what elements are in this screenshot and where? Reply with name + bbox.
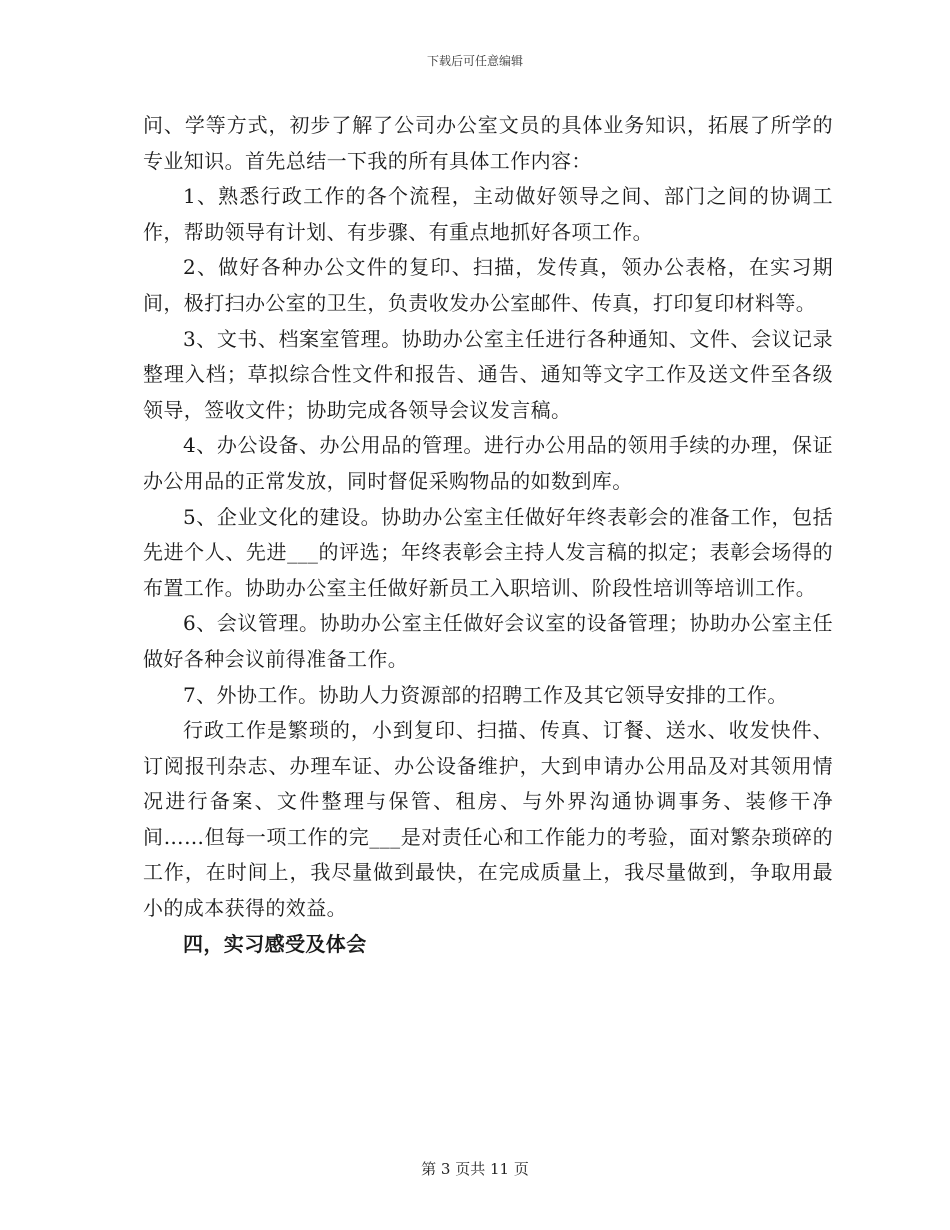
page-footer: 第 3 页共 11 页 — [421, 1160, 529, 1178]
paragraph-item-3: 3、文书、档案室管理。协助办公室主任进行各种通知、文件、会议记录整理入档；草拟综合性文件和报告、通告、通知等文字工作及送文件至各级领导，签收文件；协助完成各领导会议发言稿。 — [143, 326, 833, 422]
paragraph-summary: 行政工作是繁琐的，小到复印、扫描、传真、订餐、送水、收发快件、订阅报刊杂志、办理车证、办公设备维护，大到申请办公用品及对其领用情况进行备案、文件整理与保管、租房、与外界沟通协调事务、装修干净间……但每一项工作的完___是对责任心和工作能力的考验，面对繁杂琐碎的工作，在时间上，我尽量做到最快，在完成质量上，我尽量做到，争取用最小的成本获得的效益。 — [143, 718, 833, 921]
section-heading: 四，实习感受及体会 — [183, 931, 367, 956]
paragraph-item-1: 1、熟悉行政工作的各个流程，主动做好领导之间、部门之间的协调工作，帮助领导有计划、有步骤、有重点地抓好各项工作。 — [143, 184, 833, 244]
paragraph-item-2: 2、做好各种办公文件的复印、扫描，发传真，领办公表格，在实习期间，极打扫办公室的卫生，负责收发办公室邮件、传真，打印复印材料等。 — [143, 255, 833, 315]
document-body — [143, 108, 833, 962]
paragraph-intro-continuation: 问、学等方式，初步了解了公司办公室文员的具体业务知识，拓展了所学的专业知识。首先总结一下我的所有具体工作内容： — [143, 113, 833, 173]
paragraph-item-7: 7、外协工作。协助人力资源部的招聘工作及其它领导安排的工作。 — [183, 682, 788, 707]
paragraph-item-6: 6、会议管理。协助办公室主任做好会议室的设备管理；协助办公室主任做好各种会议前得准备工作。 — [143, 611, 833, 671]
page-header: 下载后可任意编辑 — [426, 54, 523, 68]
paragraph-item-5: 5、企业文化的建设。协助办公室主任做好年终表彰会的准备工作，包括先进个人、先进___的评选；年终表彰会主持人发言稿的拟定；表彰会场得的布置工作。协助办公室主任做好新员工入职培训、阶段性培训等培训工作。 — [143, 504, 833, 600]
paragraph-item-4: 4、办公设备、办公用品的管理。进行办公用品的领用手续的办理，保证办公用品的正常发放，同时督促采购物品的如数到库。 — [143, 433, 833, 493]
